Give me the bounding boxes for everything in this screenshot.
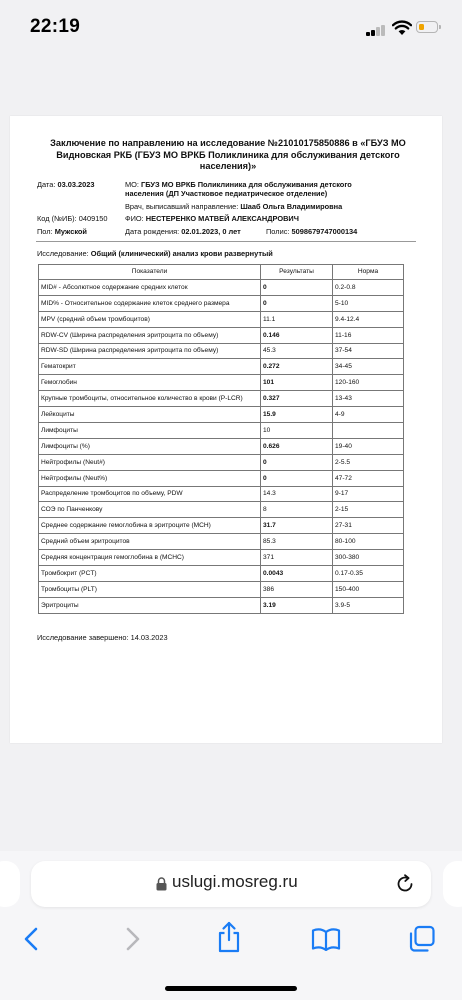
result-value-cell: 0 — [261, 470, 333, 486]
test-name-cell: Нейтрофилы (Neut%) — [39, 470, 261, 486]
result-value-cell: 386 — [261, 581, 333, 597]
battery-icon — [416, 21, 438, 33]
table-row — [39, 581, 404, 597]
result-value-cell: 3.19 — [261, 597, 333, 613]
page-viewport[interactable] — [0, 56, 462, 851]
table-row — [39, 518, 404, 534]
birth-date-field: Дата рождения: 02.01.2023, 0 лет — [125, 227, 241, 236]
reference-range-cell: 13-43 — [333, 391, 404, 407]
mo-field: МО: ГБУЗ МО ВРКБ Поликлиника для обслуживания детского населения (ДП Участковое педиатрическое отделение) — [125, 180, 352, 198]
test-name-cell: MID% - Относительное содержание клеток среднего размера — [39, 295, 261, 311]
test-name-cell: RDW-CV (Ширина распределения эритроцита по объему) — [39, 327, 261, 343]
status-time: 22:19 — [30, 16, 81, 37]
reference-range-cell: 34-45 — [333, 359, 404, 375]
reference-range-cell: 150-400 — [333, 581, 404, 597]
result-value-cell: 8 — [261, 502, 333, 518]
test-name-cell: Нейтрофилы (Neut#) — [39, 454, 261, 470]
test-name-cell: Средний объем эритроцитов — [39, 534, 261, 550]
result-value-cell: 85.3 — [261, 534, 333, 550]
reference-range-cell: 47-72 — [333, 470, 404, 486]
study-finished-text: Исследование завершено: 14.03.2023 — [37, 633, 168, 642]
lock-icon — [156, 877, 167, 891]
sex-field: Пол: Мужской — [37, 227, 87, 236]
test-name-cell: MID# - Абсолютное содержание средних клеток — [39, 280, 261, 296]
reference-range-cell: 9.4-12.4 — [333, 311, 404, 327]
result-value-cell: 101 — [261, 375, 333, 391]
table-row — [39, 391, 404, 407]
table-row — [39, 423, 404, 439]
doctor-field: Врач, выписавший направление: Шааб Ольга Владимировна — [125, 202, 343, 211]
document-page — [10, 116, 442, 743]
address-bar[interactable] — [31, 861, 431, 907]
cellular-signal-icon — [366, 24, 388, 36]
result-value-cell: 0.272 — [261, 359, 333, 375]
date-field: Дата: 03.03.2023 — [37, 180, 95, 189]
test-name-cell: Крупные тромбоциты, относительное количество в крови (P-LCR) — [39, 391, 261, 407]
next-tab-preview[interactable] — [443, 861, 462, 907]
fio-field: ФИО: НЕСТЕРЕНКО МАТВЕЙ АЛЕКСАНДРОВИЧ — [125, 214, 299, 223]
result-value-cell: 15.9 — [261, 407, 333, 423]
column-header: Результаты — [261, 265, 333, 280]
reference-range-cell: 300-380 — [333, 550, 404, 566]
reference-range-cell: 4-9 — [333, 407, 404, 423]
result-value-cell: 45.3 — [261, 343, 333, 359]
test-name-cell: Распределение тромбоцитов по объему, PDW — [39, 486, 261, 502]
result-value-cell: 0.626 — [261, 438, 333, 454]
result-value-cell: 0.327 — [261, 391, 333, 407]
table-row — [39, 375, 404, 391]
policy-field: Полис: 5098679747000134 — [266, 227, 358, 236]
result-value-cell: 0 — [261, 454, 333, 470]
share-icon[interactable] — [216, 921, 242, 953]
reference-range-cell: 80-100 — [333, 534, 404, 550]
test-name-cell: СОЭ по Панченкову — [39, 502, 261, 518]
result-value-cell: 11.1 — [261, 311, 333, 327]
code-field: Код (№ИБ): 0409150 — [37, 214, 108, 223]
result-value-cell: 14.3 — [261, 486, 333, 502]
results-table — [38, 264, 404, 614]
browser-toolbar — [0, 851, 462, 1000]
table-row — [39, 454, 404, 470]
test-name-cell: Лимфоциты (%) — [39, 438, 261, 454]
divider — [36, 241, 416, 242]
result-value-cell: 0 — [261, 295, 333, 311]
test-name-cell: Эритроциты — [39, 597, 261, 613]
reference-range-cell: 27-31 — [333, 518, 404, 534]
table-header-row — [39, 265, 404, 280]
table-row — [39, 311, 404, 327]
url-text: uslugi.mosreg.ru — [172, 872, 298, 891]
test-name-cell: Среднее содержание гемоглобина в эритроците (MCH) — [39, 518, 261, 534]
test-name-cell: Лейкоциты — [39, 407, 261, 423]
test-name-cell: Средняя концентрация гемоглобина в (MCHC) — [39, 550, 261, 566]
reload-icon[interactable] — [394, 873, 416, 895]
forward-icon[interactable] — [122, 926, 142, 952]
reference-range-cell: 0.17-0.35 — [333, 566, 404, 582]
result-value-cell: 31.7 — [261, 518, 333, 534]
tabs-icon[interactable] — [408, 925, 436, 953]
table-row — [39, 486, 404, 502]
reference-range-cell: 5-10 — [333, 295, 404, 311]
document-title: Заключение по направлению на исследование №21010175850886 в «ГБУЗ МО Видновская РКБ (ГБУЗ МО ВРКБ Поликлиника для обслуживания детского населения)» — [50, 138, 406, 171]
table-row — [39, 327, 404, 343]
reference-range-cell: 11-16 — [333, 327, 404, 343]
table-row — [39, 343, 404, 359]
table-row — [39, 502, 404, 518]
reference-range-cell: 120-160 — [333, 375, 404, 391]
reference-range-cell: 3.9-5 — [333, 597, 404, 613]
reference-range-cell — [333, 423, 404, 439]
test-name-cell: Тромбоциты (PLT) — [39, 581, 261, 597]
test-name-cell: Тромбокрит (PCT) — [39, 566, 261, 582]
test-name-cell: Гемоглобин — [39, 375, 261, 391]
table-row — [39, 534, 404, 550]
reference-range-cell: 37-54 — [333, 343, 404, 359]
reference-range-cell: 2-5.5 — [333, 454, 404, 470]
result-value-cell: 0.146 — [261, 327, 333, 343]
table-row — [39, 438, 404, 454]
table-row — [39, 359, 404, 375]
test-name-cell: Лимфоциты — [39, 423, 261, 439]
wifi-icon — [392, 20, 412, 36]
result-value-cell: 10 — [261, 423, 333, 439]
table-row — [39, 566, 404, 582]
home-indicator[interactable] — [165, 986, 297, 991]
test-name-cell: Гематокрит — [39, 359, 261, 375]
status-bar — [0, 0, 462, 56]
test-name-cell: MPV (средний объем тромбоцитов) — [39, 311, 261, 327]
test-name-cell: RDW-SD (Ширина распределения эритроцита по объему) — [39, 343, 261, 359]
reference-range-cell: 19-40 — [333, 438, 404, 454]
result-value-cell: 0 — [261, 280, 333, 296]
back-icon[interactable] — [22, 926, 42, 952]
study-field: Исследование: Общий (клинический) анализ крови развернутый — [37, 249, 273, 258]
result-value-cell: 371 — [261, 550, 333, 566]
table-row — [39, 470, 404, 486]
column-header: Показатели — [39, 265, 261, 280]
table-row — [39, 295, 404, 311]
reference-range-cell: 9-17 — [333, 486, 404, 502]
table-row — [39, 280, 404, 296]
table-row — [39, 597, 404, 613]
reference-range-cell: 2-15 — [333, 502, 404, 518]
result-value-cell: 0.0043 — [261, 566, 333, 582]
bookmarks-icon[interactable] — [311, 927, 341, 951]
previous-tab-preview[interactable] — [0, 861, 20, 907]
table-row — [39, 407, 404, 423]
column-header: Норма — [333, 265, 404, 280]
reference-range-cell: 0.2-0.8 — [333, 280, 404, 296]
table-row — [39, 550, 404, 566]
